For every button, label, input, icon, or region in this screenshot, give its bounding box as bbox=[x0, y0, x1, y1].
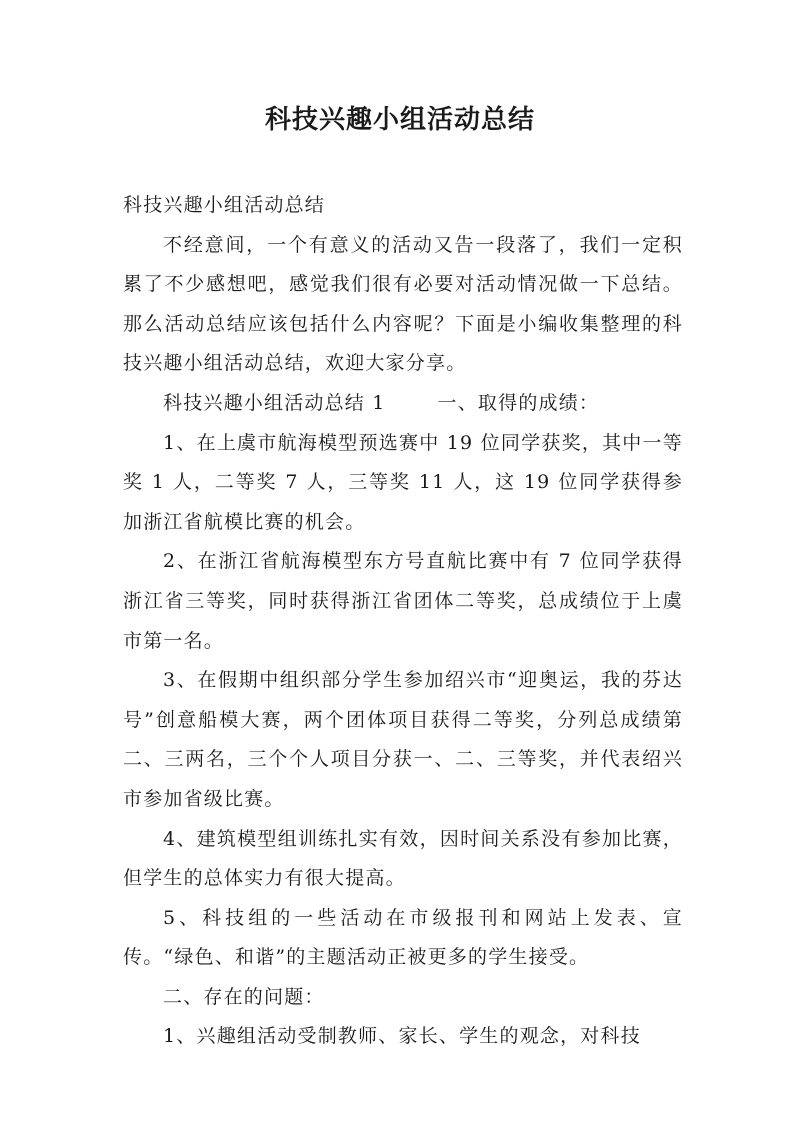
achievement-item-4: 4、建筑模型组训练扎实有效，因时间关系没有参加比赛，但学生的总体实力有很大提高。 bbox=[123, 827, 683, 890]
achievement-item-3: 3、在假期中组织部分学生参加绍兴市“迎奥运，我的芬达号”创意船模大赛，两个团体项目获得二等奖，分列总成绩第二、三两名，三个个人项目分获一、二、三等奖，并代表绍兴市参加省级比赛。 bbox=[123, 669, 683, 810]
achievement-item-2: 2、在浙江省航海模型东方号直航比赛中有 7 位同学获得浙江省三等奖，同时获得浙江省团体二等奖，总成绩位于上虞市第一名。 bbox=[123, 550, 683, 652]
document-subtitle: 科技兴趣小组活动总结 bbox=[123, 194, 326, 216]
section-heading: 一、取得的成绩： bbox=[437, 391, 600, 414]
achievement-item-5: 5、科技组的一些活动在市级报刊和网站上发表、宣传。“绿色、和谐”的主题活动正被更多的学生接受。 bbox=[123, 906, 683, 969]
document-body bbox=[123, 186, 683, 1057]
achievement-item-1: 1、在上虞市航海模型预选赛中 19 位同学获奖，其中一等奖 1 人，二等奖 7 人，三等奖 11 人，这 19 位同学获得参加浙江省航模比赛的机会。 bbox=[123, 431, 683, 533]
problems-heading: 二、存在的问题： bbox=[163, 985, 325, 1008]
section-line bbox=[123, 384, 683, 424]
section-label: 科技兴趣小组活动总结 1 bbox=[163, 391, 386, 414]
intro-paragraph: 不经意间，一个有意义的活动又告一段落了，我们一定积累了不少感想吧，感觉我们很有必要对活动情况做一下总结。那么活动总结应该包括什么内容呢？下面是小编收集整理的科技兴趣小组活动总结，欢迎大家分享。 bbox=[123, 233, 683, 375]
problem-item-1: 1、兴趣组活动受制教师、家长、学生的观念，对科技 bbox=[163, 1025, 641, 1048]
document-title: 科技兴趣小组活动总结 bbox=[264, 105, 535, 135]
